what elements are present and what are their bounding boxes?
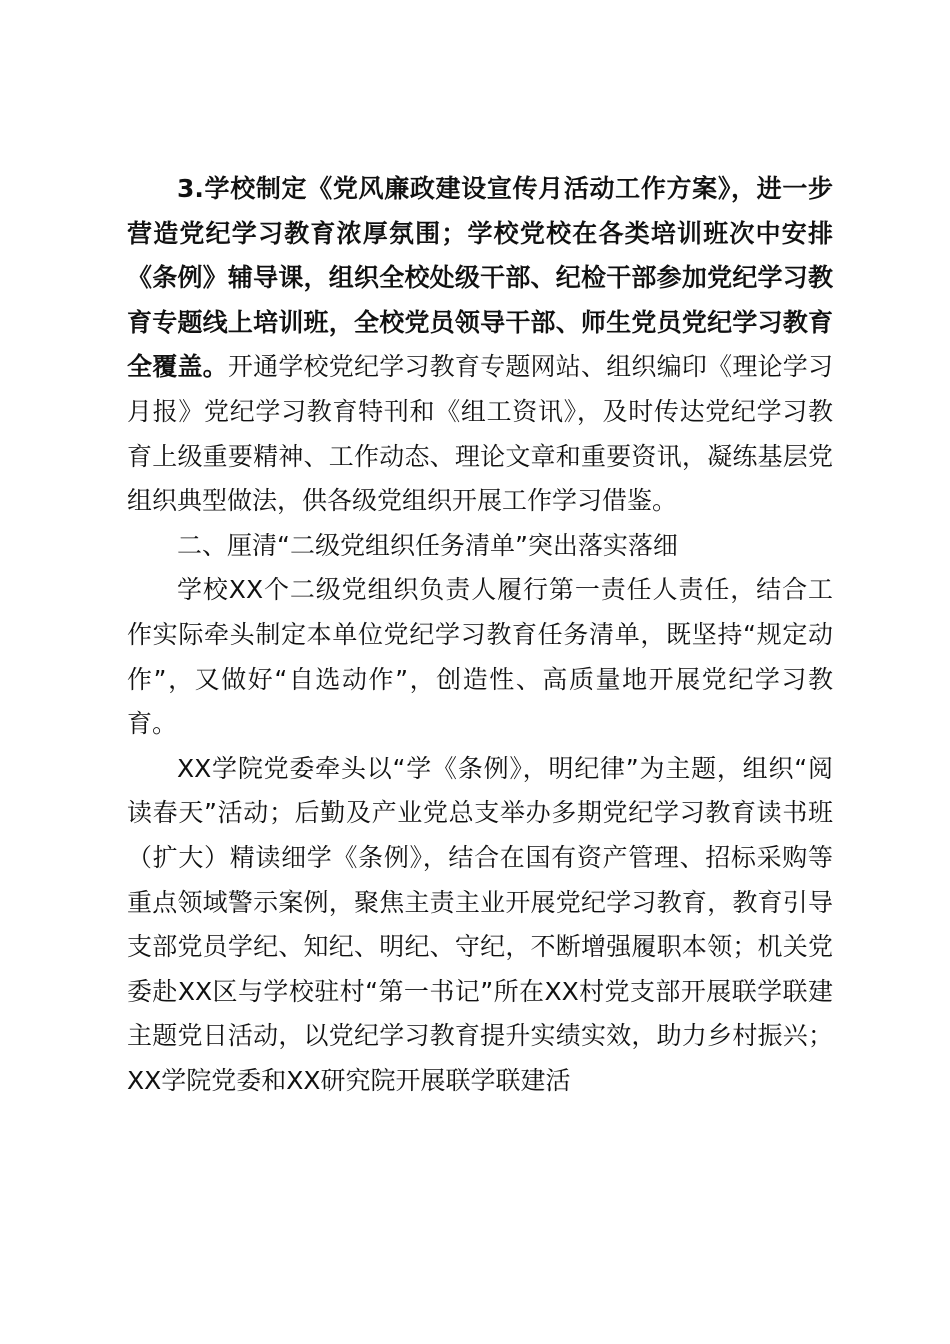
paragraph-1: [127, 167, 833, 524]
section-heading-2: 二、厘清“二级党组织任务清单”突出落实落细: [177, 530, 678, 560]
paragraph-3: XX学院党委牵头以“学《条例》，明纪律”为主题，组织“阅读春天”活动；后勤及产业党总支举办多期党纪学习教育读书班（扩大）精读细学《条例》，结合在国有资产管理、招标采购等重点领域警示案例，聚焦主责主业开展党纪学习教育，教育引导支部党员学纪、知纪、明纪、守纪，不断增强履职本领；机关党委赴XX区与学校驻村“第一书记”所在XX村党支部开展联学联建主题党日活动，以党纪学习教育提升实绩实效，助力乡村振兴；XX学院党委和XX研究院开展联学联建活: [127, 753, 833, 1095]
document-body: [127, 167, 833, 1103]
paragraph-2: 学校XX个二级党组织负责人履行第一责任人责任，结合工作实际牵头制定本单位党纪学习教育任务清单，既坚持“规定动作”，又做好“自选动作”，创造性、高质量地开展党纪学习教育。: [127, 575, 833, 739]
paragraph-1-text: 开通学校党纪学习教育专题网站、组织编印《理论学习月报》党纪学习教育特刊和《组工资讯》，及时传达党纪学习教育上级重要精神、工作动态、理论文章和重要资讯，凝练基层党组织典型做法，供各级党组织开展工作学习借鉴。: [127, 352, 833, 516]
paragraph-1-bold-text: 3.学校制定《党风廉政建设宣传月活动工作方案》，进一步营造党纪学习教育浓厚氛围；学校党校在各类培训班次中安排《条例》辅导课，组织全校处级干部、纪检干部参加党纪学习教育专题线上培训班，全校党员领导干部、师生党员党纪学习教育全覆盖。: [127, 174, 833, 382]
